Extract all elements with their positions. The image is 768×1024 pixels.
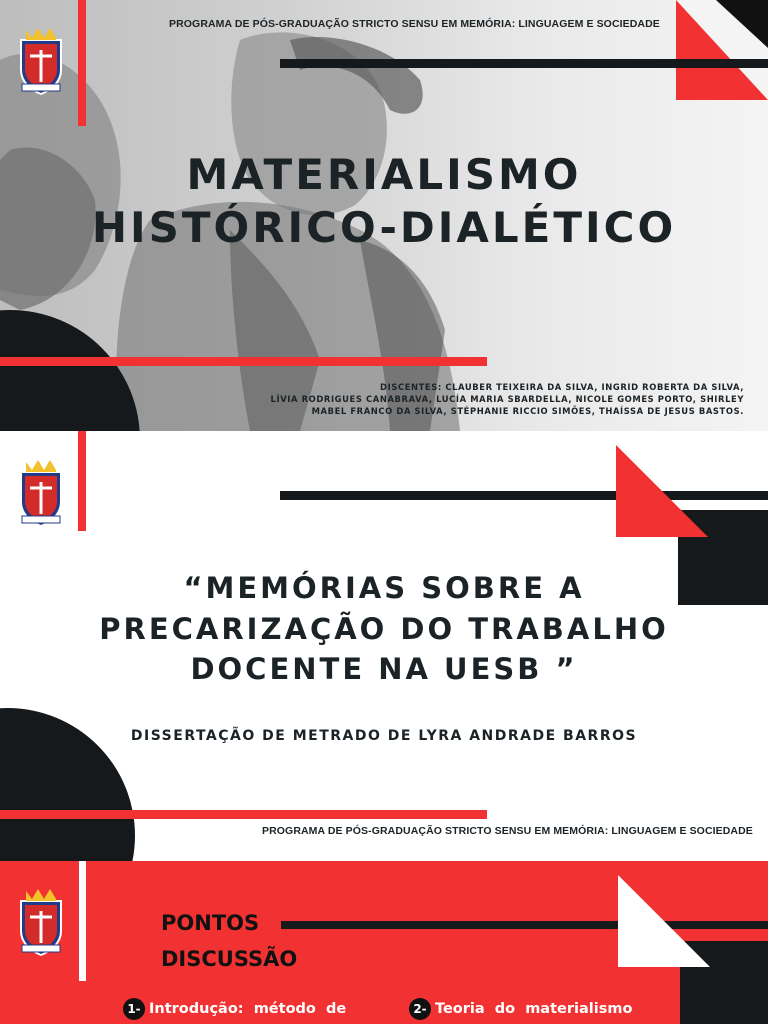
white-triangle-accent [676,0,768,100]
heading-line: DISCUSSÃO [161,947,298,971]
topic-item [123,998,346,1020]
white-triangle-accent [618,875,768,1024]
university-crest-icon [16,26,66,96]
topic-number: 1- [123,998,145,1020]
university-crest-icon [16,458,66,528]
top-dark-line [280,59,768,68]
authors-line: MABEL FRANCO DA SILVA, STÉPHANIE RICCIO SIMÕES, THAÍSSA DE JESUS BASTOS. [311,406,744,416]
page-title-line1: MATERIALISMO [186,150,582,199]
red-vertical-bar [78,431,86,531]
authors-list [264,381,744,417]
page-title-line2: HISTÓRICO-DIALÉTICO [91,203,677,252]
dissertation-title-line2: PRECARIZAÇÃO DO TRABALHO [99,612,669,646]
program-name: PROGRAMA DE PÓS-GRADUAÇÃO STRICTO SENSU EM MEMÓRIA: LINGUAGEM E SOCIEDADE [169,18,660,30]
university-crest-icon [16,887,66,957]
dissertation-subtitle: DISSERTAÇÃO DE METRADO DE LYRA ANDRADE BARROS [130,728,638,744]
dissertation-title-line1: “MEMÓRIAS SOBRE A [183,571,585,605]
red-vertical-bar [78,0,86,126]
topic-text: Introdução: método de [149,1001,347,1017]
dissertation-slide [0,431,768,861]
discussion-points-slide [0,861,768,1024]
heading-line: PONTOS [161,911,260,935]
topic-number: 2- [409,998,431,1020]
red-horizontal-line [0,357,487,366]
program-name: PROGRAMA DE PÓS-GRADUAÇÃO STRICTO SENSU EM MEMÓRIA: LINGUAGEM E SOCIEDADE [262,825,753,837]
section-heading [161,905,297,977]
red-horizontal-line [0,810,487,819]
topic-text: Teoria do materialismo [435,1001,633,1017]
topic-item [409,998,632,1020]
title-slide [0,0,768,431]
authors-line: DISCENTES: CLAUBER TEIXEIRA DA SILVA, INGRID ROBERTA DA SILVA, [380,382,744,392]
white-vertical-bar [79,861,86,981]
authors-line: LÍVIA RODRIGUES CANABRAVA, LUCÍA MARIA SBARDELLA, NICOLE GOMES PORTO, SHIRLEY [270,394,744,404]
dissertation-title-line3: DOCENTE NA UESB ” [190,652,578,686]
